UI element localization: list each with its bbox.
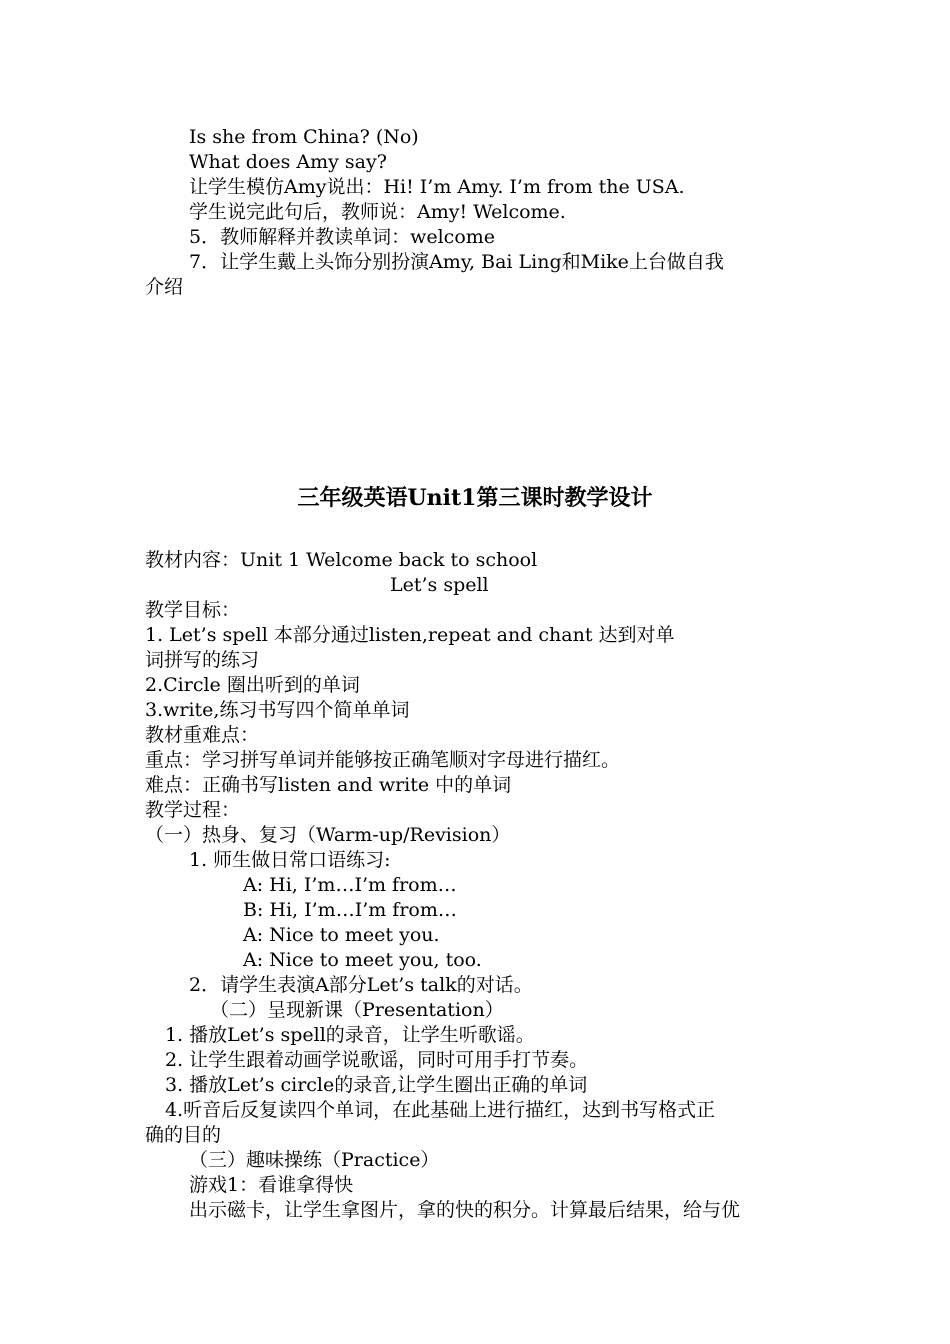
- list-item: 1. 播放Let’s spell的录音，让学生听歌谣。: [165, 1024, 535, 1046]
- list-item: 2. 让学生跟着动画学说歌谣，同时可用手打节奏。: [165, 1049, 589, 1071]
- text-line: 让学生模仿Amy说出：Hi! I’m Amy. I’m from the USA.: [189, 176, 685, 198]
- list-item: 确的目的: [145, 1124, 222, 1146]
- section-heading: （一）热身、复习（Warm-up/Revision）: [145, 824, 511, 846]
- dialog-line: A: Nice to meet you, too.: [243, 949, 482, 971]
- goals-heading: 教学目标：: [145, 599, 241, 621]
- key-heading: 教材重难点：: [145, 724, 260, 746]
- dialog-line: A: Hi, I’m…I’m from…: [243, 874, 457, 896]
- goal-item: 1. Let’s spell 本部分通过listen,repeat and chant 达到对单: [145, 624, 675, 646]
- process-heading: 教学过程：: [145, 799, 241, 821]
- text-line: What does Amy say?: [189, 151, 387, 173]
- text-line: 5．教师解释并教读单词：welcome: [189, 226, 496, 248]
- page-title: 三年级英语Unit1第三课时教学设计: [297, 485, 653, 511]
- material-label: 教材内容：Unit 1 Welcome back to school: [145, 549, 538, 571]
- list-item: 1. 师生做日常口语练习:: [189, 849, 391, 871]
- text-line: 介绍: [145, 276, 184, 298]
- text-line: 学生说完此句后，教师说：Amy! Welcome.: [189, 201, 566, 223]
- text-line: 7．让学生戴上头饰分别扮演Amy, Bai Ling和Mike上台做自我: [189, 251, 724, 273]
- list-item: 出示磁卡，让学生拿图片，拿的快的积分。计算最后结果，给与优: [189, 1199, 741, 1221]
- dialog-line: B: Hi, I’m…I’m from…: [243, 899, 457, 921]
- difficult-point: 难点：正确书写listen and write 中的单词: [145, 774, 512, 796]
- list-item: 2．请学生表演A部分Let’s talk的对话。: [189, 974, 533, 996]
- list-item: 游戏1：看谁拿得快: [189, 1174, 354, 1196]
- section-heading: （三）趣味操练（Practice）: [189, 1149, 440, 1171]
- goal-item: 词拼写的练习: [145, 649, 260, 671]
- goal-item: 3.write,练习书写四个简单单词: [145, 699, 410, 721]
- list-item: 3. 播放Let’s circle的录音,让学生圈出正确的单词: [165, 1074, 588, 1096]
- key-point: 重点：学习拼写单词并能够按正确笔顺对字母进行描红。: [145, 749, 621, 771]
- text-line: Is she from China? (No): [189, 126, 419, 148]
- material-sub: Let’s spell: [390, 574, 489, 596]
- section-heading: （二）呈现新课（Presentation）: [210, 999, 504, 1021]
- list-item: 4.听音后反复读四个单词，在此基础上进行描红，达到书写格式正: [165, 1099, 716, 1121]
- dialog-line: A: Nice to meet you.: [243, 924, 440, 946]
- goal-item: 2.Circle 圈出听到的单词: [145, 674, 360, 696]
